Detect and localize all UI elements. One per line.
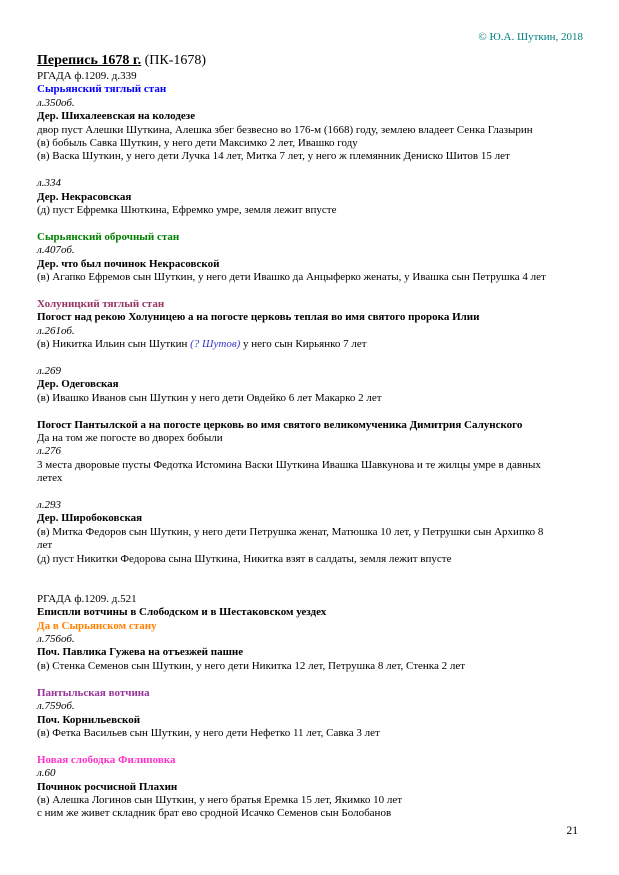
folio-ref: л.293 (37, 499, 62, 511)
place-heading: Поч. Корнильевской (37, 713, 141, 726)
copyright-notice: © Ю.А. Шуткин, 2018 (478, 31, 583, 43)
folio-ref: л.759об. (37, 700, 75, 713)
blank-line (37, 285, 589, 298)
inline-annotation: (? Шутов) (190, 338, 241, 351)
folio-ref: л.756об. (37, 633, 75, 646)
document-line: (в) Митка Федоров сын Шуткин, у него дети Петрушка женат, Матюшка 10 лет, у Петрушки сын Архипко 8 (37, 525, 544, 538)
document-line: (в) Васка Шуткин, у него дети Лучка 14 лет, Митка 7 лет, у него ж племянник Дениско Шитов 15 лет (37, 150, 510, 163)
document-line: летех (37, 472, 63, 485)
blank-line (37, 579, 589, 592)
blank-line (37, 673, 589, 686)
place-heading: Дер. Шихалеевская на колодезе (37, 110, 196, 123)
text-segment: у него сын Кирьянко 7 лет (240, 338, 367, 351)
document-line: (в) Стенка Семенов сын Шуткин, у него дети Никитка 12 лет, Петрушка 8 лет, Стенка 2 лет (37, 659, 466, 672)
folio-ref: л.276 (37, 445, 62, 458)
document-line: (д) пуст Ефремка Шюткина, Ефремко умре, земля лежит впусте (37, 204, 337, 217)
folio-ref: л.269 (37, 364, 62, 377)
document-title: Перепись 1678 г. (37, 53, 142, 68)
blank-line (37, 164, 589, 177)
place-heading: Починок росчисной Плахин (37, 780, 178, 793)
document-line: (в) бобыль Савка Шуткин, у него дети Максимко 2 лет, Ивашко году (37, 137, 358, 150)
document-line: (в) Алешка Логинов сын Шуткин, у него братья Еремка 15 лет, Якимко 10 лет (37, 793, 403, 806)
document-line: РГАДА ф.1209. д.339 (37, 70, 137, 82)
section-heading: Новая слободка Филиповка (37, 753, 176, 766)
place-heading: Дер. Одеговская (37, 378, 119, 391)
document-line: (в) Ивашко Иванов сын Шуткин у него дети Овдейко 6 лет Макарко 2 лет (37, 391, 382, 404)
folio-ref: л.334 (37, 177, 62, 190)
document-title-line (37, 52, 589, 69)
document-body (37, 70, 589, 821)
document-line: (в) Агапко Ефремов сын Шуткин, у него дети Ивашко да Анцыферко женаты, у Ивашка сын Петрушка 4 лет (37, 271, 546, 284)
folio-ref: л.261об. (37, 324, 75, 337)
section-heading: Да в Сырьянском стану (37, 619, 157, 632)
document-content (37, 52, 589, 821)
place-heading: Еписпли вотчины в Слободском и в Шестаковском уездех (37, 606, 327, 619)
place-heading: Дер. Некрасовская (37, 190, 132, 203)
document-line: с ним же живет складник брат ево сродной Исачко Семенов сын Болобанов (37, 807, 392, 820)
blank-line (37, 352, 589, 365)
folio-ref: л.407об. (37, 244, 75, 257)
section-heading: Холуницкий тяглый стан (37, 297, 165, 310)
page-number: 21 (566, 825, 578, 837)
document-line: РГАДА ф.1209. д.521 (37, 592, 137, 605)
place-heading: Погост Пантылской а на погосте церковь во имя святого великомученика Димитрия Салунского (37, 418, 523, 431)
place-heading: Дер. что был починок Некрасовской (37, 257, 220, 270)
document-line: (в) Фетка Васильев сын Шуткин, у него дети Нефетко 11 лет, Савка 3 лет (37, 726, 380, 739)
document-line: 3 места дворовые пусты Федотка Истомина Васки Шуткина Ивашка Шавкунова и те жилцы умре в давных (37, 458, 541, 471)
document-line: Да на том же погосте во дворех бобыли (37, 431, 223, 444)
blank-line (37, 217, 589, 230)
section-heading: Пантыльская вотчина (37, 686, 150, 699)
blank-line (37, 566, 589, 579)
place-heading: Погост над рекою Холуницею а на погосте церковь теплая во имя святого пророка Илии (37, 311, 480, 324)
document-title-suffix: (ПК-1678) (141, 53, 207, 68)
document-line: (д) пуст Никитки Федорова сына Шуткина, Никитка взят в салдаты, земля лежит впусте (37, 552, 452, 565)
text-segment: (в) Никитка Ильин сын Шуткин (37, 338, 191, 351)
place-heading: Поч. Павлика Гужева на отъезжей пашне (37, 646, 244, 659)
section-heading: Сырьянский тяглый стан (37, 83, 167, 96)
document-line (37, 338, 589, 351)
document-line: двор пуст Алешки Шуткина, Алешка збег безвесно во 176-м (1668) году, землею владеет Сенка Глазырин (37, 123, 533, 136)
document-line: лет (37, 539, 53, 552)
blank-line (37, 405, 589, 418)
blank-line (37, 740, 589, 753)
folio-ref: л.60 (37, 767, 56, 780)
folio-ref: л.350об. (37, 96, 75, 109)
place-heading: Дер. Широбоковская (37, 512, 143, 525)
section-heading: Сырьянский оброчный стан (37, 230, 180, 243)
blank-line (37, 486, 589, 499)
